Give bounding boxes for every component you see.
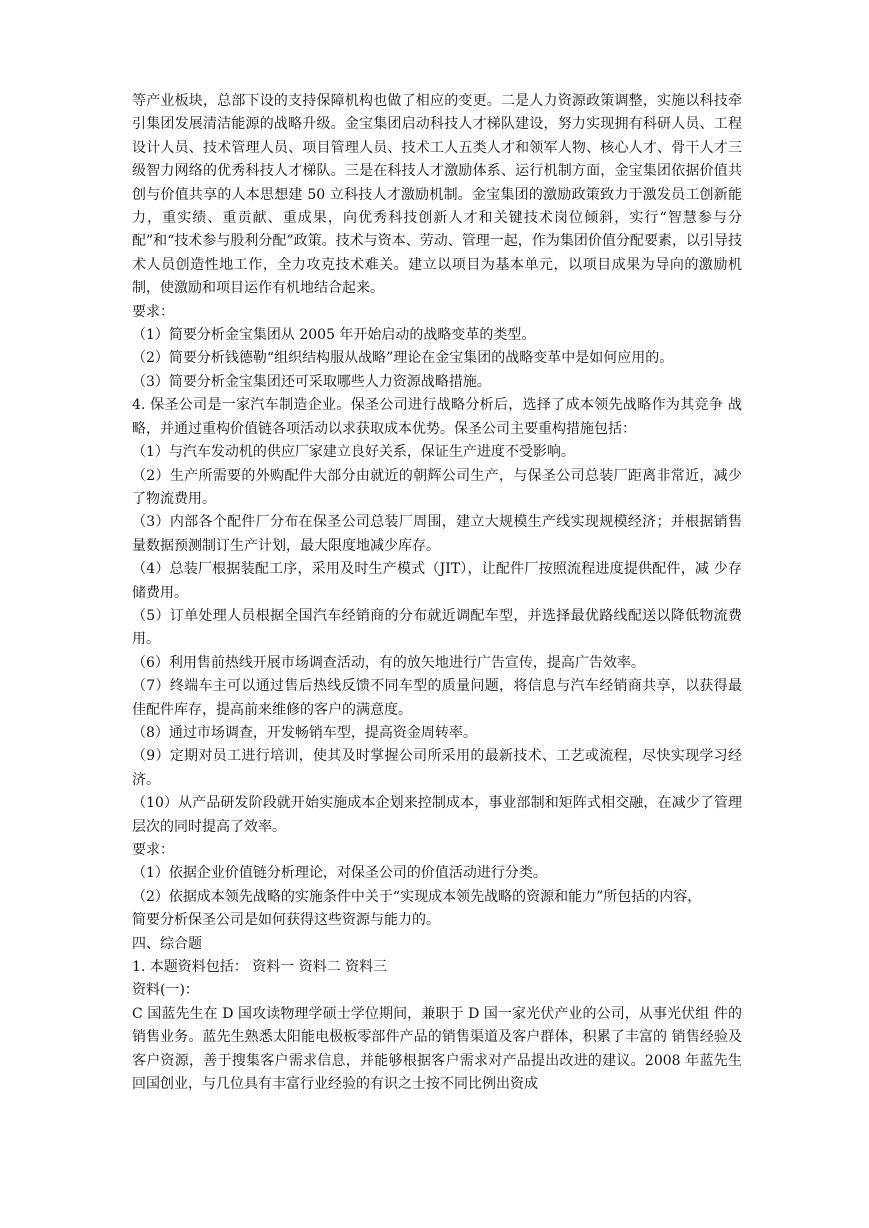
paragraph-intro-continuation: 等产业板块，总部下设的支持保障机构也做了相应的变更。二是人力资源政策调整，实施以科技牵引集团发展清洁能源的战略升级。金宝集团启动科技人才梯队建设，努力实现拥有科研人员、工程设计人员、技术管理人员、项目管理人员、技术工人五类人才和领军人物、核心人才、骨干人才三级智力网络的优秀科技人才梯队。三是在科技人才激励体系、运行机制方面，金宝集团依据价值共创与价值共享的人本思想建 50 立科技人才激励机制。金宝集团的激励政策致力于激发员工创新能力，重实绩、重贡献、重成果，向优秀科技创新人才和关键技术岗位倾斜，实行“智慧参与分配”和“技术参与股利分配”政策。技术与资本、劳动、管理一起，作为集团价值分配要素，以引导技术人员创造性地工作，全力攻克技术难关。建立以项目为基本单元，以项目成果为导向的激励机制，使激励和项目运作有机地结合起来。	[132, 93, 742, 297]
section-heading: 四、综合题	[132, 935, 202, 952]
requirement-item-continuation: 简要分析保圣公司是如何获得这些资源与能力的。	[132, 912, 440, 929]
measure-item: （9）定期对员工进行培训，使其及时掌握公司所采用的最新技术、工艺或流程，尽快实现学习经济。	[132, 748, 742, 788]
requirement-item: （1）依据企业价值链分析理论，对保圣公司的价值活动进行分类。	[132, 865, 547, 882]
requirement-item: （3）简要分析金宝集团还可采取哪些人力资源战略措施。	[132, 373, 491, 390]
measure-item: （7）终端车主可以通过售后热线反馈不同车型的质量问题，将信息与汽车经销商共享，以获得最佳配件库存，提高前来维修的客户的满意度。	[132, 678, 742, 718]
requirement-item: （2）简要分析钱德勒“组织结构服从战略”理论在金宝集团的战略变革中是如何应用的。	[132, 350, 674, 367]
measure-item: （5）订单处理人员根据全国汽车经销商的分布就近调配车型，并选择最优路线配送以降低物流费用。	[132, 607, 742, 648]
measure-item: （10）从产品研发阶段就开始实施成本企划来控制成本，事业部制和矩阵式相交融，在减少了管理层次的同时提高了效率。	[132, 795, 742, 835]
measure-item: （6）利用售前热线开展市场调查活动，有的放矢地进行广告宣传，提高广告效率。	[132, 654, 645, 671]
requirements-heading: 要求：	[132, 842, 174, 858]
material-paragraph: C 国蓝先生在 D 国攻读物理学硕士学位期间，兼职于 D 国一家光伏产业的公司，从事光伏组 件的销售业务。蓝先生熟悉太阳能电极板零部件产品的销售渠道及客户群体，积累了丰富的 销售经验及客户资源，善于搜集客户需求信息，并能够根据客户需求对产品提出改进的建议。2008 年蓝先生回国创业，与几位具有丰富行业经验的有识之士按不同比例出资成	[132, 1005, 742, 1093]
measure-item: （4）总装厂根据装配工序，采用及时生产模式（JIT），让配件厂按照流程进度提供配件，减 少存储费用。	[132, 561, 742, 601]
question-1-stem: 1. 本题资料包括： 资料一 资料二 资料三	[132, 959, 388, 976]
measure-item: （3）内部各个配件厂分布在保圣公司总装厂周围，建立大规模生产线实现规模经济；并根据销售量数据预测制订生产计划，最大限度地减少库存。	[132, 514, 742, 554]
question-4-stem: 4. 保圣公司是一家汽车制造企业。保圣公司进行战略分析后，选择了成本领先战略作为其竞争 战略，并通过重构价值链各项活动以求获取成本优势。保圣公司主要重构措施包括：	[132, 397, 742, 437]
requirements-heading: 要求：	[132, 303, 174, 320]
measure-item: （2）生产所需要的外购配件大部分由就近的朝辉公司生产，与保圣公司总装厂距离非常近，减少了物流费用。	[132, 467, 742, 507]
measure-item: （8）通过市场调查，开发畅销车型，提高资金周转率。	[132, 724, 477, 741]
measure-item: （1）与汽车发动机的供应厂家建立良好关系，保证生产进度不受影响。	[132, 444, 575, 461]
requirement-item: （2）依据成本领先战略的实施条件中关于“实现成本领先战略的资源和能力”所包括的内容，	[132, 888, 702, 905]
material-heading: 资料(一)：	[132, 982, 199, 999]
requirement-item: （1）简要分析金宝集团从 2005 年开始启动的战略变革的类型。	[132, 327, 536, 344]
document-body	[132, 90, 742, 1096]
